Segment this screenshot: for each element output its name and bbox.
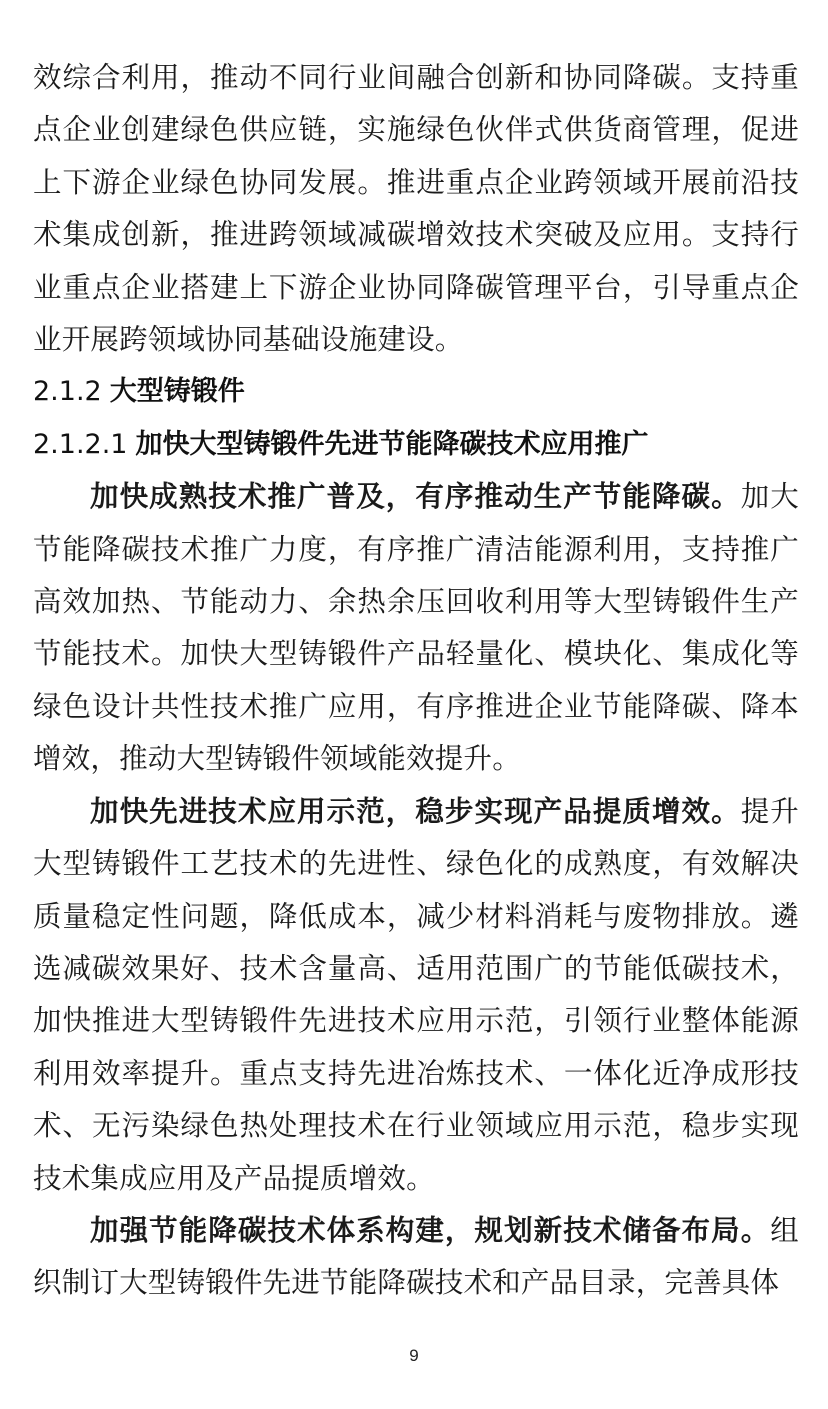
section-heading-2-1-2-1 xyxy=(33,419,799,471)
paragraph-lead: 加快先进技术应用示范，稳步实现产品提质增效。 xyxy=(90,794,741,828)
paragraph-body: 加大节能降碳技术推广力度，有序推广清洁能源利用，支持推广高效加热、节能动力、余热余压回收利用等大型铸锻件生产节能技术。加快大型铸锻件产品轻量化、模块化、集成化等绿色设计共性技术推广应用，有序推进企业节能降碳、降本增效，推动大型铸锻件领域能效提升。 xyxy=(33,480,799,776)
section-number: 2.1.2 xyxy=(33,376,102,408)
paragraph-lead: 加快成熟技术推广普及，有序推动生产节能降碳。 xyxy=(90,480,741,514)
paragraph-continued: 效综合利用，推动不同行业间融合创新和协同降碳。支持重点企业创建绿色供应链，实施绿色伙伴式供货商管理，促进上下游企业绿色协同发展。推进重点企业跨领域开展前沿技术集成创新，推进跨领域减碳增效技术突破及应用。支持行业重点企业搭建上下游企业协同降碳管理平台，引导重点企业开展跨领域协同基础设施建设。 xyxy=(33,61,799,357)
document-page xyxy=(33,52,799,1310)
page-number: 9 xyxy=(409,1346,419,1365)
paragraph-mature-technology xyxy=(33,471,799,785)
section-title: 大型铸锻件 xyxy=(109,376,245,408)
paragraph-advanced-technology xyxy=(33,786,799,1205)
subsection-number: 2.1.2.1 xyxy=(33,428,128,460)
paragraph-body: 提升大型铸锻件工艺技术的先进性、绿色化的成熟度，有效解决质量稳定性问题，降低成本，减少材料消耗与废物排放。遴选减碳效果好、技术含量高、适用范围广的节能低碳技术，加快推进大型铸锻件先进技术应用示范，引领行业整体能源利用效率提升。重点支持先进冶炼技术、一体化近净成形技术、无污染绿色热处理技术在行业领域应用示范，稳步实现技术集成应用及产品提质增效。 xyxy=(33,794,799,1195)
subsection-title: 加快大型铸锻件先进节能降碳技术应用推广 xyxy=(135,428,649,460)
section-heading-2-1-2 xyxy=(33,366,799,418)
paragraph-technology-system xyxy=(33,1205,799,1310)
paragraph-lead: 加强节能降碳技术体系构建，规划新技术储备布局。 xyxy=(90,1213,771,1247)
paragraph-body: 组织制订大型铸锻件先进节能降碳技术和产品目录，完善具体 xyxy=(33,1213,799,1300)
